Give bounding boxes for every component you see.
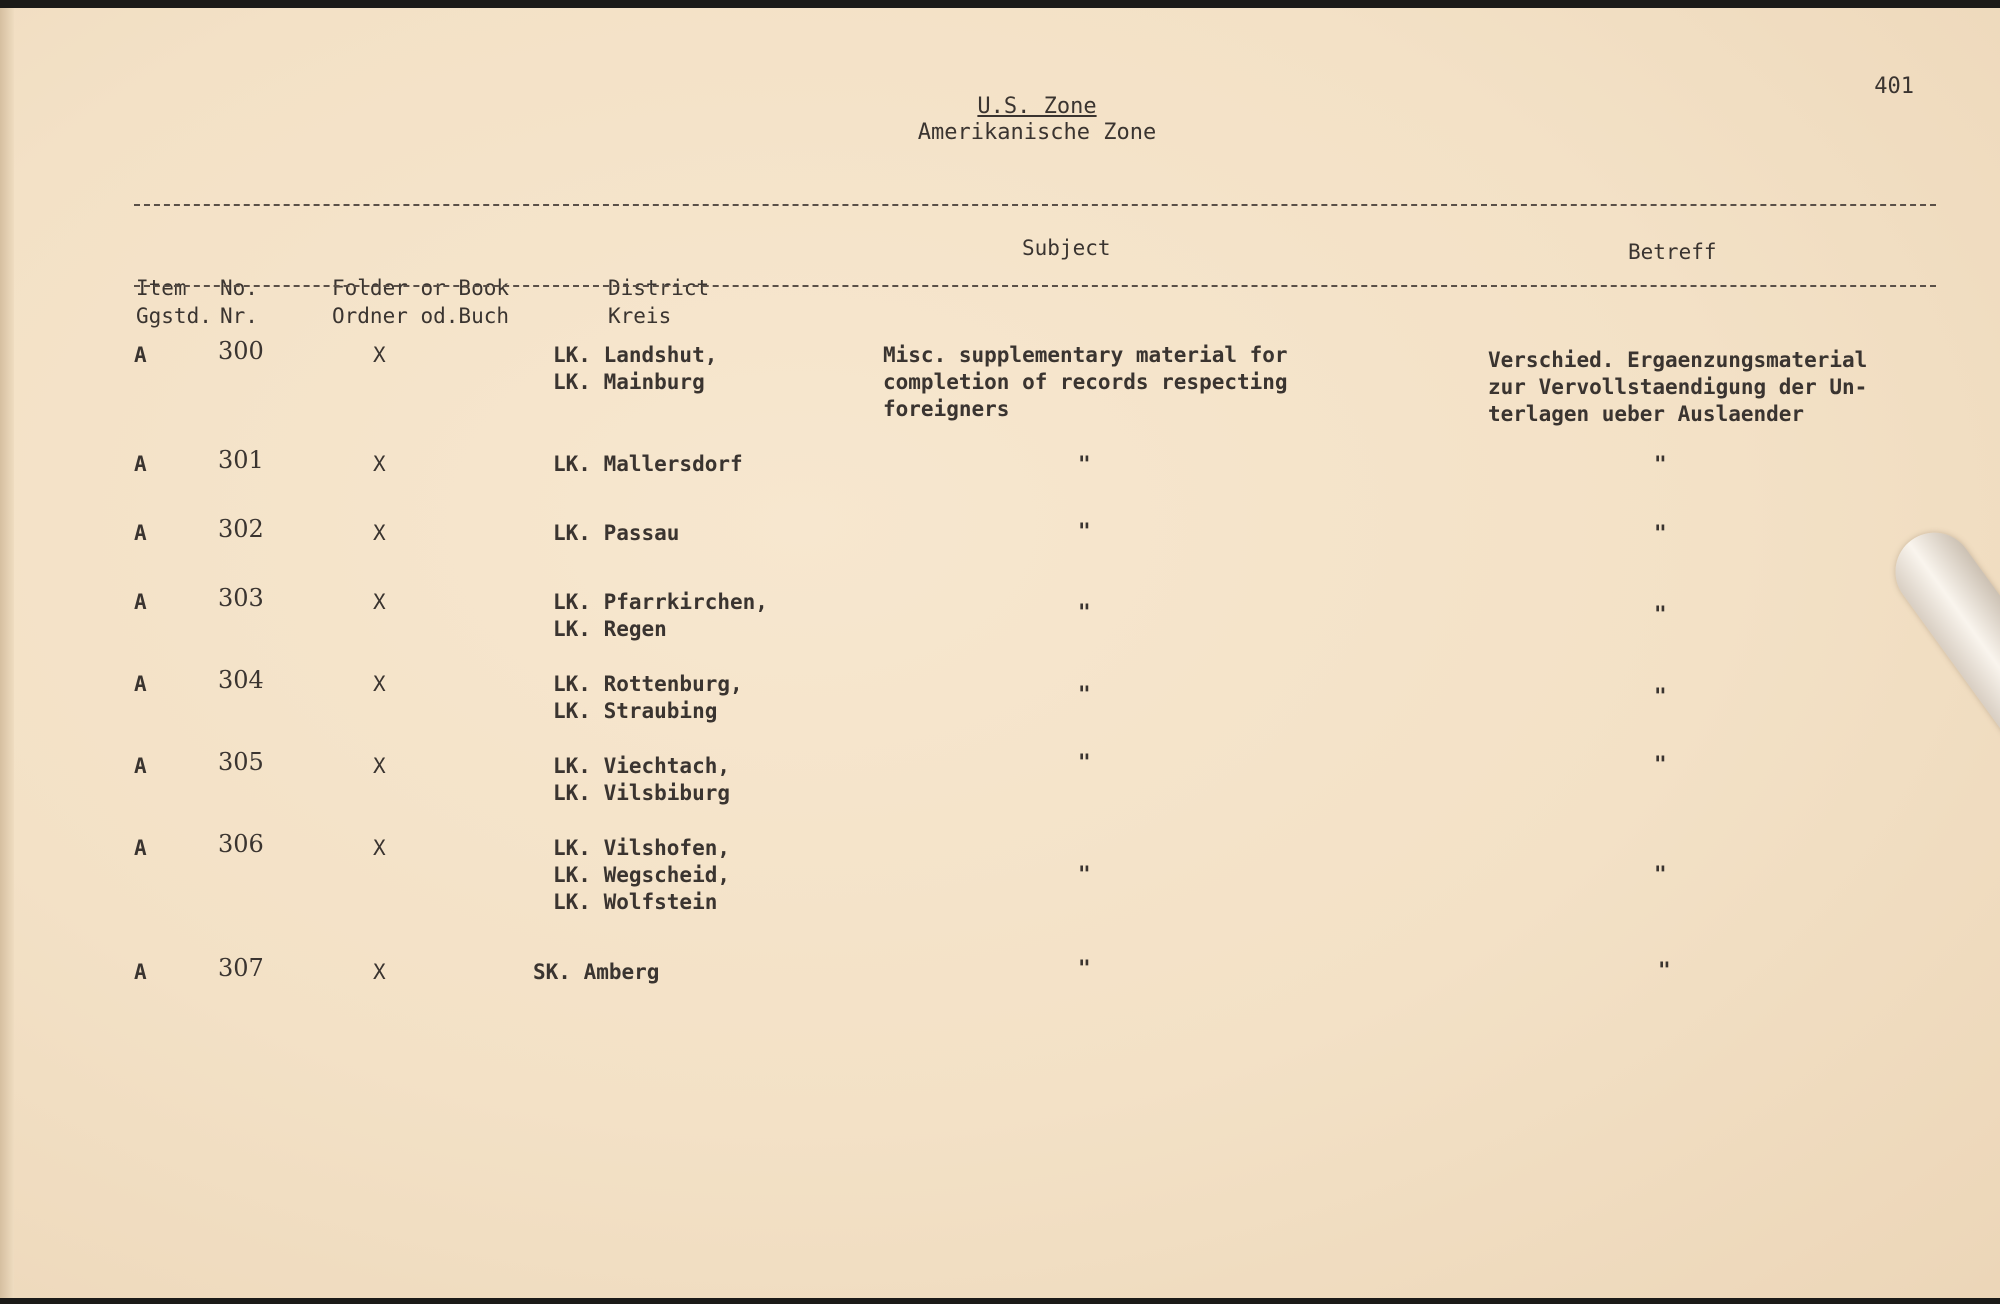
- row-305-item: A: [134, 754, 147, 778]
- header-subject: Subject: [1022, 236, 1111, 260]
- row-301-item: A: [134, 452, 147, 476]
- row-306-no: 306: [218, 830, 264, 858]
- row-301-betreff-ditto: ": [1654, 452, 1667, 476]
- header-betreff: Betreff: [1628, 240, 1717, 264]
- row-302-district: LK. Passau: [553, 521, 680, 545]
- row-300-betreff: Verschied. Ergaenzungsmaterial zur Vervollstaendigung der Un- terlagen ueber Auslaender: [1488, 348, 1868, 426]
- row-301-subject-ditto: ": [1078, 452, 1091, 476]
- row-303-subject-ditto: ": [1078, 600, 1091, 624]
- row-303-district: LK. Pfarrkirchen, LK. Regen: [553, 590, 768, 641]
- row-300-district: LK. Landshut, LK. Mainburg: [553, 343, 718, 394]
- row-307-no: 307: [218, 954, 264, 982]
- pen-tip-overlay: [1880, 517, 2000, 854]
- header-item: Item Ggstd.: [136, 276, 212, 328]
- row-300-folder: X: [373, 343, 386, 367]
- row-303-folder: X: [373, 590, 386, 614]
- row-307-district: SK. Amberg: [533, 960, 660, 984]
- row-306-subject-ditto: ": [1078, 862, 1091, 886]
- row-302-folder: X: [373, 521, 386, 545]
- row-302-subject-ditto: ": [1078, 519, 1091, 543]
- row-305-no: 305: [218, 748, 264, 776]
- row-307-subject-ditto: ": [1078, 956, 1091, 980]
- page-number: 401: [1874, 74, 1914, 99]
- row-302-item: A: [134, 521, 147, 545]
- row-303-betreff-ditto: ": [1654, 602, 1667, 626]
- row-301-no: 301: [218, 446, 264, 474]
- row-305-district: LK. Viechtach, LK. Vilsbiburg: [553, 754, 731, 805]
- row-304-subject-ditto: ": [1078, 682, 1091, 706]
- row-303-item: A: [134, 590, 147, 614]
- header-no: No. Nr.: [220, 276, 258, 328]
- book-spine-edge: [0, 8, 14, 1298]
- row-300-subject: Misc. supplementary material for completion of records respecting foreigners: [883, 343, 1288, 421]
- row-302-no: 302: [218, 515, 264, 543]
- row-301-folder: X: [373, 452, 386, 476]
- row-306-betreff-ditto: ": [1654, 862, 1667, 886]
- row-304-item: A: [134, 672, 147, 696]
- row-307-item: A: [134, 960, 147, 984]
- header-top-rule: [134, 204, 1936, 206]
- row-301-district: LK. Mallersdorf: [553, 452, 743, 476]
- row-306-folder: X: [373, 836, 386, 860]
- row-306-item: A: [134, 836, 147, 860]
- header-district: District Kreis: [608, 276, 710, 328]
- row-302-betreff-ditto: ": [1654, 521, 1667, 545]
- row-306-district: LK. Vilshofen, LK. Wegscheid, LK. Wolfstein: [553, 836, 731, 914]
- row-305-subject-ditto: ": [1078, 750, 1091, 774]
- row-305-folder: X: [373, 754, 386, 778]
- title-us-zone: U.S. Zone: [977, 94, 1097, 119]
- title-amerikanische-zone: Amerikanische Zone: [917, 120, 1157, 145]
- header-folder-or-book: Folder or Book Ordner od.Buch: [332, 276, 510, 328]
- document-page: [0, 8, 2000, 1298]
- row-304-district: LK. Rottenburg, LK. Straubing: [553, 672, 743, 723]
- row-307-betreff-ditto: ": [1658, 958, 1671, 982]
- row-304-betreff-ditto: ": [1654, 684, 1667, 708]
- row-303-no: 303: [218, 584, 264, 612]
- row-304-folder: X: [373, 672, 386, 696]
- row-300-no: 300: [218, 337, 264, 365]
- header-bottom-rule: [134, 285, 1936, 287]
- row-304-no: 304: [218, 666, 264, 694]
- row-307-folder: X: [373, 960, 386, 984]
- row-300-item: A: [134, 343, 147, 367]
- row-305-betreff-ditto: ": [1654, 752, 1667, 776]
